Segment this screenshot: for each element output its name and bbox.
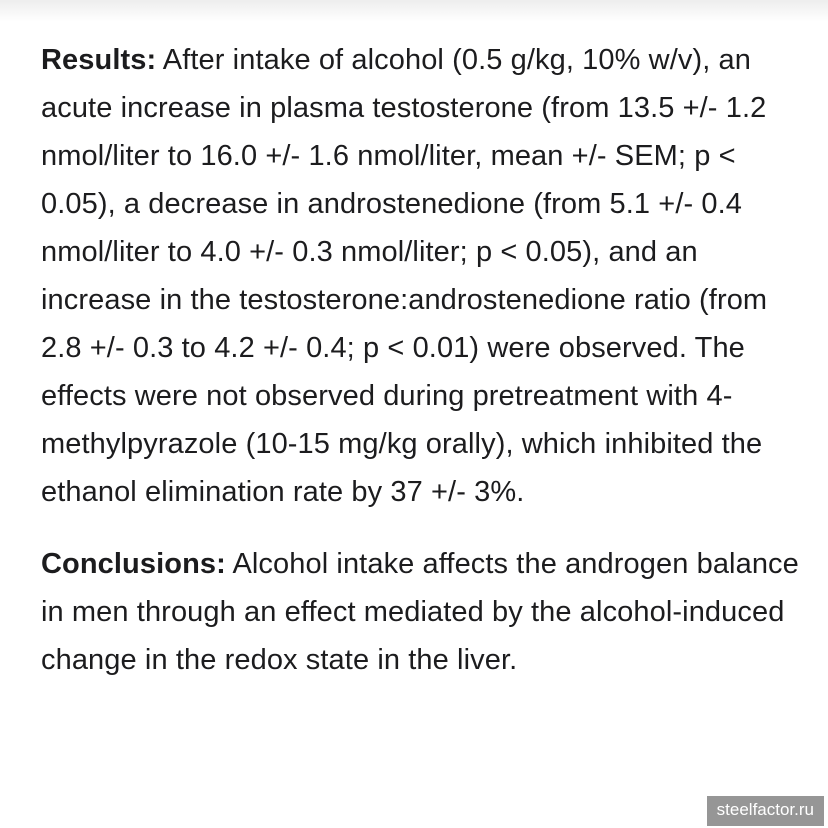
results-paragraph: [41, 36, 801, 516]
results-heading: Results:: [41, 44, 157, 76]
conclusions-paragraph: [41, 540, 801, 684]
abstract-content: [41, 36, 801, 684]
conclusions-heading: Conclusions:: [41, 548, 226, 580]
site-watermark: steelfactor.ru: [707, 796, 824, 826]
conclusions-text: Alcohol intake affects the androgen balance in men through an effect mediated by the alcohol-induced change in the redox state in the liver.: [41, 548, 799, 676]
top-scroll-shadow: [0, 0, 828, 22]
results-text: After intake of alcohol (0.5 g/kg, 10% w/v), an acute increase in plasma testosterone (from 13.5 +/- 1.2 nmol/liter to 16.0 +/- 1.6 nmol/liter, mean +/- SEM; p < 0.05), a decrease in androstenedione (from 5.1 +/- 0.4 nmol/liter to 4.0 +/- 0.3 nmol/liter; p < 0.05), and an increase in the testosterone:androstenedione ratio (from 2.8 +/- 0.3 to 4.2 +/- 0.4; p < 0.01) were observed. The effects were not observed during pretreatment with 4-methylpyrazole (10-15 mg/kg orally), which inhibited the ethanol elimination rate by 37 +/- 3%.: [41, 44, 768, 508]
